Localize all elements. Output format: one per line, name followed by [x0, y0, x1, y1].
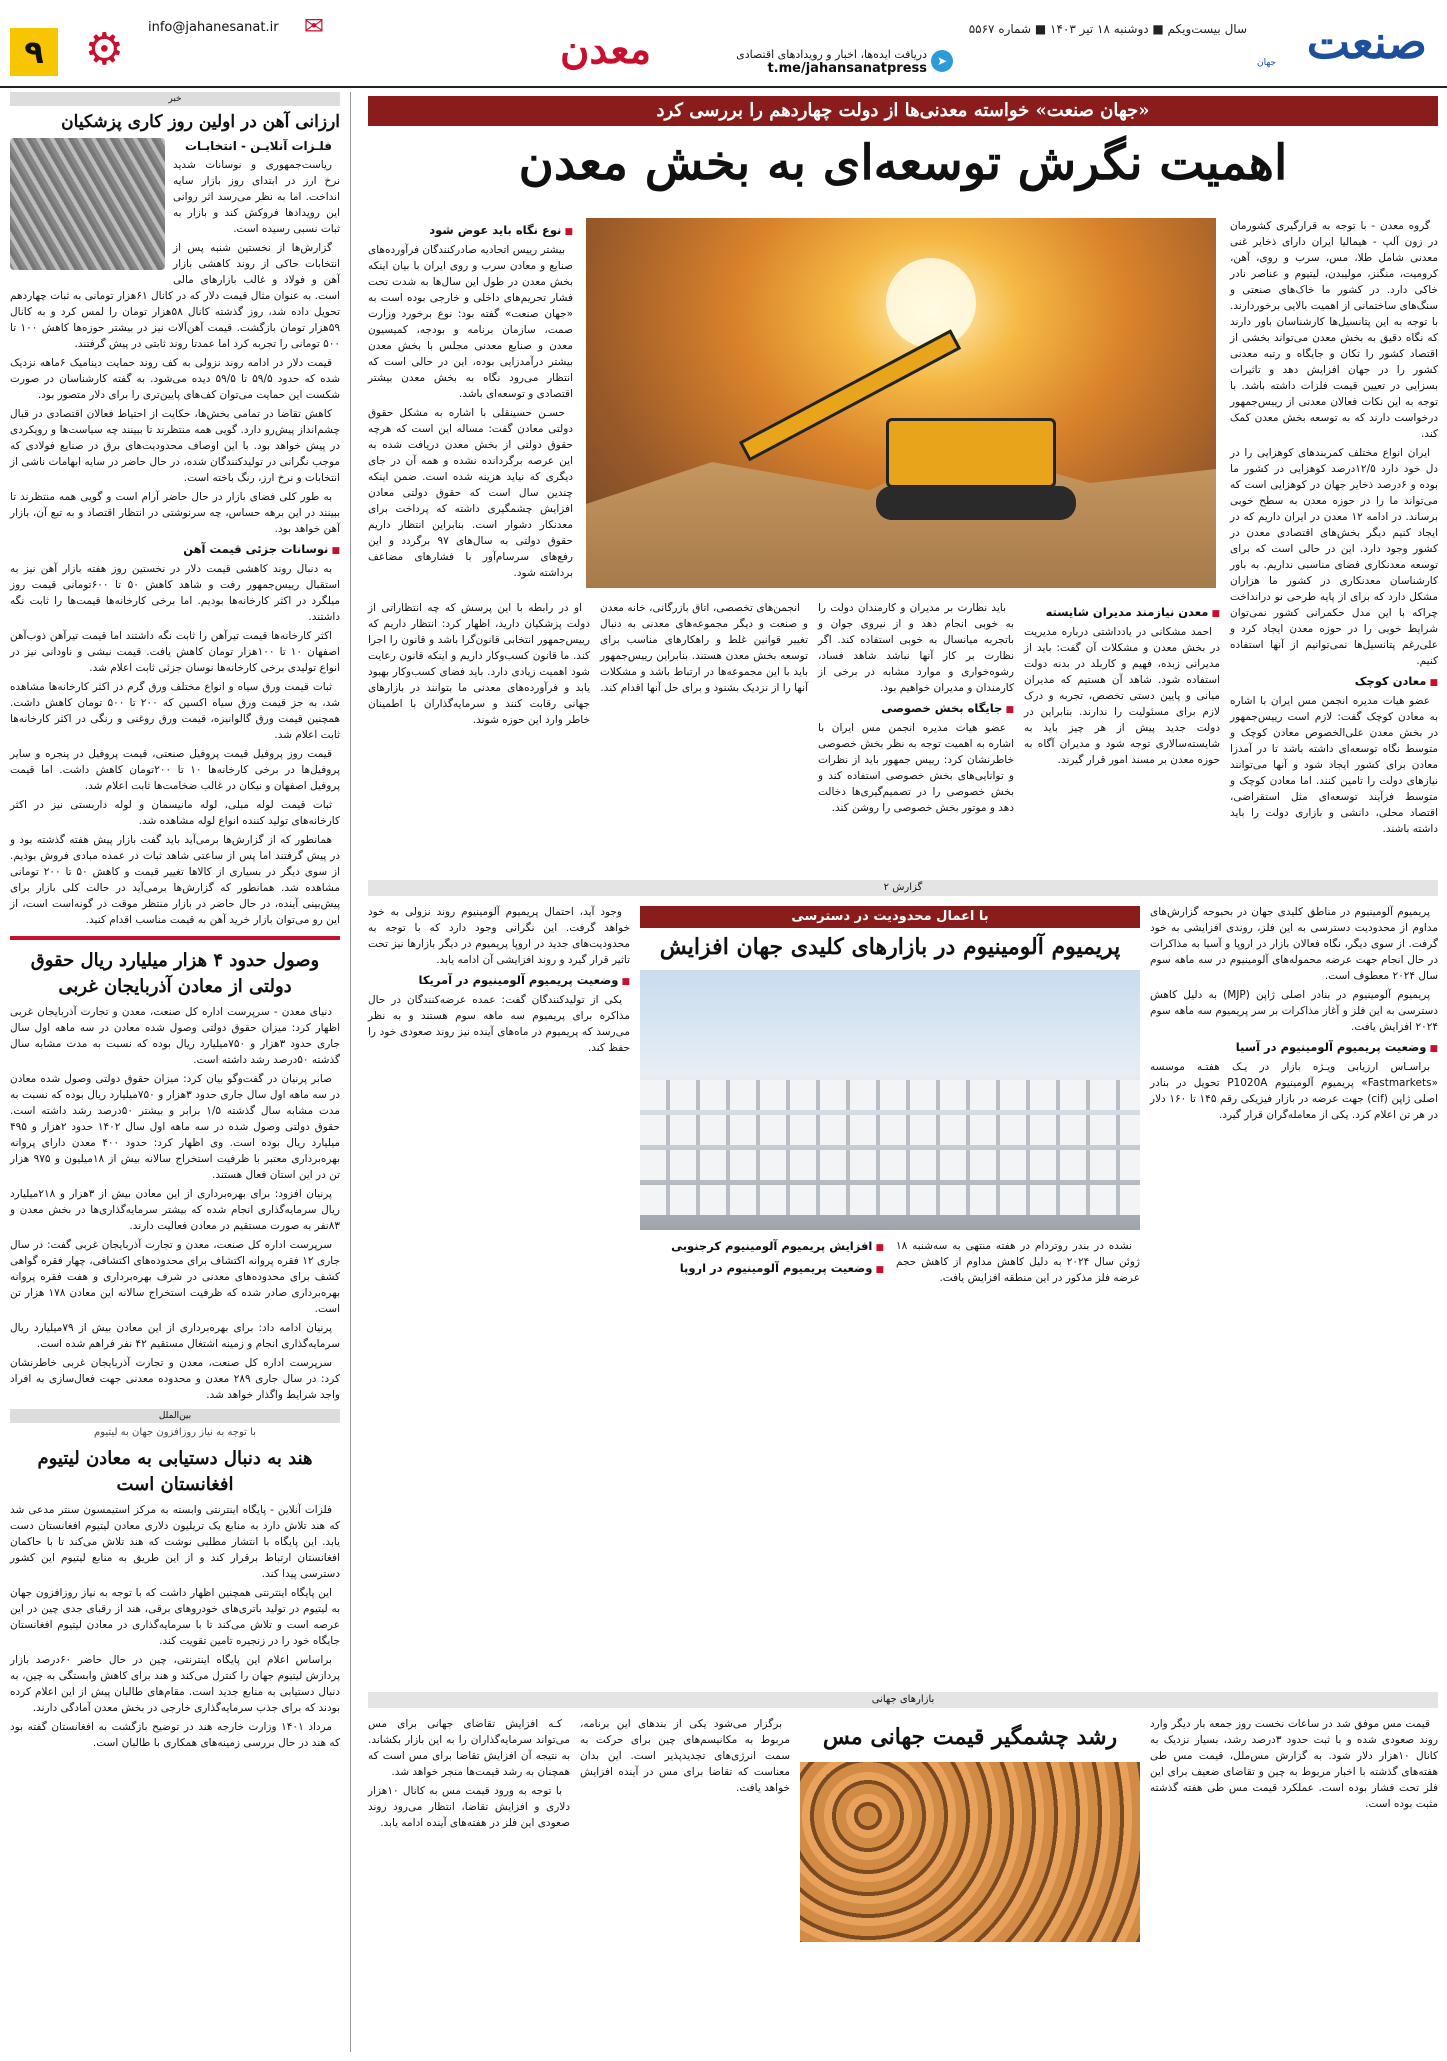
cu-col-right [1150, 1716, 1438, 1815]
cu-right-p1: قیمت مس موفق شد در ساعات نخست روز جمعه بار دیگر وارد روند صعودی شده و با ثبت حدود ۳درصد رشد، بسیار نزدیک به کانال ۱۰هزار دلار شود. به گزارش مس‌ملل، قیمت مس طی هفته‌های گذشته با اخبار مربوط به چین و تقاضای ضعیف برای این فلز تحت فشار بوده است. عملکرد قیمت مس طی هفته گذشته مثبت بوده است. [1150, 1718, 1438, 1810]
story-iron-p6: به دنبال روند کاهشی قیمت دلار در نخستین روز هفته بازار آهن نیز به استقبال رییس‌جمهور رفت و شاهد کاهش ۵۰ تا ۶۰۰تومانی قیمت روز میلگرد در اکثر کارخانه‌ها بودیم. اما برخی کارخانه‌ها قیمت‌ها را ثابت نگه داشتند. [10, 563, 340, 623]
alu-headline: پریمیوم آلومینیوم در بازارهای کلیدی جهان افزایش [659, 934, 1121, 960]
cu-headline: رشد چشمگیر قیمت جهانی مس [822, 1724, 1118, 1750]
alu-kicker: با اعمال محدودیت در دسترسی [640, 906, 1140, 928]
lead-right-p2: ایران انواع مختلف کمربندهای کوهزایی را در دل خود دارد ۱۲/۵درصد کوهزایی در کشور ما بوده و ۶درصد ذخایر جهان در کوهزایی است که می‌تواند ما را در حوزه معدن به سطح خوبی برساند. در ادامه ۱۲ معدن در ایران داریم که در ایجاد کنیم دیگر بخش‌های اقتصادی معدن در کشور وجود دارد. این در حالی است که برای توسعه معدنکاری فضای مناسبی نداریم. به باور کارشناسان معدنکاری در کشور ما هزاران مشکل دارد که برای از پایه طرحی نو درانداخت چراکه با این مدل حکمرانی کشور نمی‌توان شرایط خوبی را در حوزه معدن ایجاد کرد و علی‌رغم پتانسیل‌ها نمی‌توانیم از آنها استفاده کنیم. [1230, 447, 1439, 667]
email-icon: ✉ [303, 12, 324, 40]
cu-left-p1: کـه افزایش تقاضای جهانی برای مس می‌تواند سرمایه‌گذاران را به این بازار بکشاند. به نتیجه آن افزایش تقاضا برای مس است که همچنان به رشد قیمت‌ها منجر خواهد شد. [368, 1718, 570, 1778]
story-iron-p10: ثبات قیمت لوله مبلی، لوله مانیسمان و لوله داربستی نیز در اکثر کارخانه‌های تولید کننده انواع لوله مشاهده شد. [10, 799, 340, 827]
rebar-photo [10, 138, 165, 270]
gear-icon: ⚙ [84, 24, 124, 75]
story-iron-p2: گزارش‌ها از نخستین شنبه پس از انتخابات حاکی از روند کاهشی بازار آهن و فولاد و غالب بازارهای مالی است. به عنوان مثال قیمت دلار که در کانال ۶۱هزار تومانی به ثبات چهاردهم تحویل داده شد، روز گذشته کانال ۵۸هزار تومان را لمس کرد و به کانال ۵۹هزار تومان بازگشت. قیمت آهن‌آلات نیز در بیشتر حوزه‌ها کاهش ۱۰۰ تا ۵۰۰ تومانی را تجربه کرد اما عمدتا روند ثابتی در پیش گرفتند. [10, 242, 341, 350]
telegram-icon: ➤ [931, 50, 953, 72]
alu-subhead-europe: ■ وضعیت پریمیوم آلومینیوم در اروپا [640, 1260, 884, 1278]
aluminium-ingots-photo [640, 970, 1140, 1230]
sidebar-tag-intl: بین‌الملل [10, 1409, 340, 1423]
lead-row2-p4: انجمن‌های تخصصی، اتاق بازرگانی، خانه معدن و صنعت و دیگر مجموعه‌های معدنی به دنبال تغییر قوانین غلط و راهکارهای مناسب برای توسعه بخش معدن هستند. بنابراین رییس‌جمهور باید با این مجموعه‌ها در ارتباط باشد و مشکلات آنها را از نزدیک بشنود و برای حل آنها اقدام کند. [600, 602, 808, 694]
lead-row2-col4 [368, 600, 590, 731]
lead-row2-col1 [1024, 600, 1220, 771]
story-azerbaijan-p2: صابر پرنیان در گفت‌وگو بیان کرد: میزان حقوق دولتی وصول شده معادن در سه ماهه اول سال جاری حدود ۳هزار و ۷۵۰میلیارد ریال بوده که نسبت به مدت مشابه سال گذشته ۱/۵ برابر و بیشتر ۵۰درصد رشد داشته است. حقوق دولتی وصول شده در سه ماهه اول سال ۱۴۰۲ حدود ۲هزار و ۴۹۵ میلیارد ریال بوده است. وی اظهار کرد: حدود ۴۰۰ معدن دارای پروانه بهره‌برداری معتبر با ظرفیت استخراج سالانه بیش از ۱۸میلیون و ۹۷۵ هزار تن در این استان فعال هستند. [10, 1073, 340, 1181]
lead-row2-col3 [600, 600, 808, 699]
story-india-p2: این پایگاه اینترنتی همچنین اظهار داشت که با توجه به نیاز روزافزون جهان به لیتیوم در تولید باتری‌های خودروهای برقی، هند از رقبای جدی چین در این عرصه است و تلاش می‌کند تا با سرمایه‌گذاری در معادن لیتیوم افغانستان جایگاه خود را در زنجیره تامین تقویت کند. [10, 1587, 340, 1647]
telegram-link[interactable]: t.me/jahansanatpress [767, 61, 927, 76]
lead-left-p1: بیشتر رییس اتحادیه صادرکنندگان فرآورده‌های صنایع و معادن سرب و روی ایران با بیان اینکه بخش معدن در طول این سال‌ها به شدت تحت فشار تحریم‌های داخلی و خارجی بوده است به «جهان صنعت» گفته بود: نوع برخورد وزارت صمت، سازمان برنامه و بودجه، کمیسیون معدن و صنایع معدنی مجلس با بخش معدن بیشتر درآمدزایی بوده، این در حالی است که انتظار می‌رود نگاه به بخش معدن بیشتر اقتصادی و توسعه‌ای باشد. [368, 244, 573, 400]
lead-left-p2: حسـن حسینقلی با اشاره به مشکل حقوق دولتی معادن گفت: مساله این است که هرچه حقوق دولتی از بخش معدن دریافت شده به این عرصه برگردانده نشده و همه آن در جای دیگری که نیاید هزینه شده است. ضمن اینکه چندین سال است که حقوق دولتی معادن افزایش چشمگیری داشته که پرداخت برای معدنکار دشوار است. بنابراین انتظار داریم حقوق دولتی به سال‌های ۹۷ برگردد و این رفع‌های سرسام‌آور با فشارهای مضاعف برداشته شود. [368, 407, 573, 579]
lead-headline: اهمیت نگرش توسعه‌ای به بخش معدن [518, 135, 1288, 191]
excavator-tread [876, 486, 1076, 520]
copper-rods-photo [800, 1762, 1140, 1942]
lead-subhead-private: ■ جایگاه بخش خصوصی [818, 700, 1014, 718]
alu-col-right [1150, 904, 1438, 1126]
section-title: معدن [560, 26, 652, 73]
alu-left-p2: یکی از تولیدکنندگان گفت: عمده عرضه‌کنندگان در حال مذاکره برای پریمیوم سه ماهه سوم هستند و به نظر می‌رسد که پریمیوم در ماه‌های آینده نیز روند صعودی خود را حفظ کند. [368, 994, 630, 1054]
lead-kicker-banner: «جهان صنعت» خواسته معدنی‌ها از دولت چهاردهم را بررسی کرد [368, 96, 1438, 126]
story-iron-p11: همانطور که از گزارش‌ها برمی‌آید باید گفت بازار پیش هفته گذشته بود و در پیش گرفتند اما پس از ساعتی شاهد ثبات در عمده مبادی فروش بودیم. از سوی دیگر در بسیاری از کالاها تغییر قیمت و کاهش ۵۰ تا ۲۰۰ تومانی مشاهده شد. همانطور که گزارش‌ها برمی‌آید در حالت کلی بازار برای پیش‌بینی آینده، در حال حاضر در بازار منتظر موقت در گونه‌است است، از این رو می‌توان بازار خرید آهن به قیمت مناسب اقدام کنید. [10, 834, 340, 926]
alu-col-mid [640, 1238, 1140, 1286]
sidebar-news [10, 92, 340, 2052]
story-india-title: هند به دنبال دستیابی به معادن لیتیوم افغانستان است [37, 1448, 313, 1495]
alu-mid-p1: نشده در بندر روتردام در هفته منتهی به سه‌شنبه ۱۸ ژوئن سال ۲۰۲۴ به دلیل کاهش مداوم از کاهش حجم عرضه فلز مذکور در این منطقه افزایش یافت. [896, 1240, 1140, 1284]
story-iron-byline: فلـزات آنلایـن - انتخابـات [185, 139, 332, 153]
story-india-kicker: با توجه به نیاز روزافزون جهان به لیتیوم [94, 1427, 256, 1438]
lead-subhead-attitude: ■ نوع نگاه باید عوض شود [368, 222, 573, 240]
lead-row2-p3: عضو هیات مدیره انجمن مس ایران با اشاره به اهمیت توجه به نظر بخش خصوصی خاطرنشان کرد: رییس جمهور باید از نظرات و توانایی‌های بخش خصوصی استفاده کند و بخش خصوصی را در تصمیم‌گیری‌ها دخالت دهد و موتور بخش خصوصی را روشن کند. [818, 722, 1014, 814]
alu-right-p2: پریمیوم آلومینیوم در بنادر اصلی ژاپن (MJP) به دلیل کاهش دسترسی به این فلز و آغاز مذاکرات بر سر پریمیوم سه ماهه سوم ۲۰۲۴ افزایش یافت. [1150, 989, 1438, 1033]
story-iron-p7: اکثر کارخانه‌ها قیمت تیرآهن را ثابت نگه داشتند اما قیمت تیرآهن ذوب‌آهن اصفهان ۱۰ تا ۱۰۰هزار تومان کاهش یافت. قیمت نبشی و ناودانی نیز در انواع تولیدی برخی کارخانه‌ها نوسان جزئی ثابت اعلام شد. [10, 630, 341, 674]
story-india-p3: براساس اعلام این پایگاه اینترنتی، چین در حال حاضر ۶۰درصد بازار پردازش لیتیوم جهان را کنترل می‌کند و هند برای کاهش وابستگی به چین، به دنبال دستیابی به منابع جدید است. مقام‌های طالبان پیش از این اعلام کرده بودند که برای جذب سرمایه‌گذاری خارجی در بخش معدن آمادگی دارند. [10, 1654, 340, 1714]
alu-right-p3: براسـاس ارزیابی ویـژه بازار در یـک هفتـه موسسه «Fastmarkets» پریمیوم آلومینیوم P1020A تحویل در بنادر اصلی ژاپن (cif) جهت عرضه در بازار فیزیکی رقم ۱۴۵ تا ۱۶۰ دلار در هر تن اعلام کرد. یکی از معامله‌گران قرار گیرد. [1150, 1061, 1438, 1121]
cu-col-mid [580, 1716, 790, 1799]
masthead [0, 0, 1447, 88]
lead-row2-p5: او در رابطه با این پرسش که چه انتظاراتی از دولت پزشکیان دارید، اظهار کرد: انتظار داریم که رییس‌جمهور انتخابی قانون‌گرا باشد و قانون را اجرا کند. ما قانون کسب‌وکار داریم و اینکه قانون رعایت شود اهمیت زیادی دارد. باید فضای کسب‌وکار بهبود یابد و فرآورده‌های معدنی ما بتوانند در بازارهای جهانی رقابت کنند و سرمایه‌گذاران با اطمینان خاطر وارد این حوزه شوند. [368, 602, 590, 726]
alu-subhead-korea: ■ افزایش پریمیوم آلومینیوم کرجنوبی [640, 1238, 884, 1256]
contact-email[interactable]: info@jahanesanat.ir [148, 20, 279, 35]
lead-right-p3: عضو هیات مدیره انجمن مس ایران با اشاره به معادن کوچک گفت: لازم است رییس‌جمهور در بخش معدن علی‌الخصوص معادن کوچک و متوسط نگاه توسعه‌ای داشته باشد تا در آمدزا معادن برای کشور ایجاد شود و آنها می‌توانند نیازهای دولت را تامین کنند. اما معادن کوچک و متوسط فرآیند توسعه‌ای مثل استقراضی، اقتصاد محلی، دانشی و بازاری دولت را باید داشته باشند. [1230, 695, 1438, 835]
alu-subhead-america: ■ وضعیت پریمیوم آلومینیوم در آمریکا [368, 972, 630, 990]
lead-col-right [1230, 218, 1438, 840]
lead-col-left [368, 218, 573, 584]
story-iron-p8: ثبات قیمت ورق سیاه و انواع مختلف ورق گرم در اکثر کارخانه‌ها مشاهده شد، به جز قیمت ورق سیاه اکسین که ۲۰۰ تا ۵۰۰ تومان کاهش داشت. همچنین قیمت ورق گالوانیزه، قیمت ورق روغنی و رنگی در اکثر کارخانه‌ها ثابت اعلام شد. [10, 681, 340, 741]
alu-col-left [368, 904, 630, 1059]
lead-row2-p2: باید نظارت بر مدیران و کارمندان دولت را به خوبی انجام دهد و از نیروی جوان و باتجربه میانسال به خوبی استفاده کند. اگر نظارت بر کار آنها نباشد شاهد فساد، رشوه‌خواری و موارد مشابه در برخی از کارمندان و مدیران خواهیم بود. [818, 602, 1014, 694]
lead-subhead-managers: ■ معدن نیازمند مدیران شایسته [1024, 604, 1220, 622]
divider [10, 936, 340, 940]
lead-right-p1: گروه معدن - با توجه به قرارگیری کشورمان در زون آلپ - هیمالیا ایران دارای ذخایر غنی معدنی شامل طلا، مس، سرب و روی، آهن، کرومیت، منگنز، مولیبدن، لیتیوم و عناصر نادر خاکی دارد. در کشور ما خاک‌های صنعتی و سنگ‌های ساختمانی از اهمیت بالایی برخوردارند. با توجه به این پتانسیل‌ها کارشناسان باور دارند که نگاه دقیق به بخش معدن می‌تواند بخشی از اقتصاد کشور را تکان و جایگاه و رتبه معدنی کشور را در جهان افزایش دهد و تاثیرات بسزایی در تعیین قیمت فلزات داشته باشد. با توجه به این نکات فعالان معدنی از رییس‌جمهور درخواست دارند که به توسعه بخش معدن کمک کند. [1230, 220, 1438, 440]
ingot-stack [640, 1185, 1140, 1215]
telegram-caption: دریافت ایده‌ها، اخبار و رویدادهای اقتصادی [736, 48, 927, 61]
story-azerbaijan-p3: پرنیان افزود: برای بهره‌برداری از این معادن بیش از ۳هزار و ۲۱۸میلیارد ریال سرمایه‌گذاری انجام شده که بیشتر سرمایه‌گذاری‌ها در بخش معدن و ۸۳نفر به صورت مستقیم در معادن فعالیت دارند. [10, 1188, 340, 1232]
story-india-body [10, 1502, 340, 1751]
story-iron-p1: ریاست‌جمهوری و نوسانات شدید نرخ ارز در ابتدای روز بازار سایه انداخت. اما به نظر می‌رسد اثر روانی این رویدادها فروکش کند و بازار به ثبات نسبی رسیده است. [173, 159, 340, 235]
sun-shape [886, 258, 976, 348]
logo-wordmark: صنعت [1306, 15, 1427, 69]
alu-subhead-asia: ■ وضعیت پریمیوم آلومینیوم در آسیا [1150, 1039, 1438, 1057]
lead-subhead-small-mines: ■ معادن کوچک [1230, 673, 1438, 691]
story-india-p4: مرداد ۱۴۰۱ وزارت خارجه هند در توضیح بازگشت به افغانستان گفته بود که هند در حال بررسی زمینه‌های همکاری با طالبان است. [10, 1721, 340, 1749]
alu-left-p1: وجود آید، احتمال پریمیوم آلومینیوم روند نزولی به خود خواهد گرفت. این نگرانی وجود دارد که با توجه به محدودیت‌های جدید در اروپا پریمیوم در دیگر بازارها نیز تحت تاثیر قرار گیرد و روند افزایشی آن ادامه یابد. [368, 906, 630, 966]
story-india-p1: فلزات آنلاین - پایگاه اینترنتی وابسته به مرکز استیمسون سنتر مدعی شد که هند تلاش دارد به منابع یک تریلیون دلاری معادن لیتیوم افغانستان دست یابد. این پایگاه با انتشار مطلبی نوشت که هند تلاش می‌کند تا با حاکمان افغانستان ارتباط برقرار کند و از این طریق به منابع لیتیوم این کشور دسترسی پیدا کند. [10, 1504, 340, 1580]
logo-subtext: جهان [1257, 58, 1277, 68]
report-tag: گزارش ۲ [368, 880, 1438, 896]
story-azerbaijan-title: وصول حدود ۴ هزار میلیارد ریال حقوق دولتی از معادن آذربایجان غربی [30, 950, 320, 997]
issue-info: سال بیست‌ویکم ■ دوشنبه ۱۸ تیر ۱۴۰۳ ■ شماره ۵۵۶۷ [968, 22, 1247, 36]
story-iron-body [10, 138, 340, 928]
story-iron-p9: قیمت روز پروفیل قیمت پروفیل صنعتی، قیمت پروفیل در پنجره و سایر پروفیل‌ها در برخی کارخانه‌ها ۱۰ تا ۲۰۰تومان کاهش داشت. اما قیمت پروفیل اصفهان و نیکان در غالب ضخامت‌ها ثابت اعلام شد. [10, 748, 340, 792]
lead-row2-col2 [818, 600, 1014, 819]
lead-row2-p1: احمد مشکانی در یادداشتی درباره مدیریت در بخش معدن و مشکلات آن گفت: باید از مدیرانی زبده، فهیم و کاربلد در بدنه دولت استفاده شود. شاهد آن هستیم که مدیران میانی و پایین دستی تخصص، تجربه و درک لازم برای مسئولیت را ندارند. بنابراین در دولت جدید پیش از هر چیز باید به شایسته‌سالاری توجه شود و مدیران آگاه به حوزه معدن بر مسند امور قرار گیرند. [1024, 626, 1220, 766]
cu-col-left [368, 1716, 570, 1834]
story-azerbaijan-p4: سرپرست اداره کل صنعت، معدن و تجارت آذربایجان غربی گفت: در سال جاری ۱۲ فقره پروانه اکتشاف برای محدوده‌های اکتشافی، چهار فقره گواهی کشف برای محدوده‌های معدنی در شرف بهره‌برداری و هفت فقره پروانه بهره‌برداری صادر شده که ظرفیت استخراج سالانه این معادن ۱۷۸ هزار تن است. [10, 1239, 340, 1315]
story-iron-title: ارزانی آهن در اولین روز کاری پزشکیان [61, 112, 340, 132]
story-azerbaijan-p5: پرنیان ادامه داد: برای بهره‌برداری از این معادن بیش از ۷۹میلیارد ریال سرمایه‌گذاری انجام و زمینه اشتغال مستقیم ۴۲ نفر فراهم شده است. [10, 1322, 340, 1350]
newspaper-logo[interactable] [1257, 12, 1427, 72]
global-markets-tag: بازارهای جهانی [368, 1692, 1438, 1708]
alu-right-p1: پریمیوم آلومینیوم در مناطق کلیدی جهان در بحبوحه گزارش‌های مداوم از محدودیت دسترسی به این فلز، روندی افزایشی به خود گرفت. از سوی دیگر، نگاه فعالان بازار در اروپا و آسیا به مذاکرات در حال انجام جهت عرضه محموله‌های آلومینیوم در سه ماهه سوم سال ۲۰۲۴ معطوف است. [1150, 906, 1438, 982]
story-azerbaijan-p1: دنیای معدن - سرپرست اداره کل صنعت، معدن و تجارت آذربایجان غربی اظهار کرد: میزان حقوق دولتی وصول شده معادن در سه ماهه اول سال جاری حدود ۳هزار و ۷۵۰میلیارد ریال بوده که نسبت به مدت مشابه سال گذشته ۵۰درصد رشد داشته است. [10, 1006, 341, 1066]
excavator-photo [586, 218, 1216, 588]
ingot-stack [640, 1115, 1140, 1145]
ingot-stack [640, 1080, 1140, 1110]
story-azerbaijan-body [10, 1004, 340, 1403]
story-iron-subhead: ■ نوسانات جزئی قیمت آهن [10, 541, 340, 559]
column-rule [350, 92, 351, 2052]
ingot-stack [640, 1150, 1140, 1180]
page-number: ۹ [10, 28, 58, 76]
excavator-body [886, 418, 1056, 488]
sidebar-tag-news: خبر [10, 92, 340, 106]
story-iron-p5: به طور کلی فضای بازار در حال حاضر آرام است و گویی همه منتظرند تا ببینند در این برهه حساس، چه سرنوشتی در انتظار اقتصاد و به تبع آن، بازار آهن خواهد بود. [10, 491, 340, 535]
cu-mid-p1: برگزار می‌شود یکی از بندهای این برنامه، مربوط به مکانیسم‌های چین برای حرکت به سمت انرژی‌های تجدیدپذیر است. این بدان معناست که تقاضا برای مس در آینده افزایش خواهد یافت. [580, 1718, 790, 1794]
story-azerbaijan-p6: سرپرست اداره کل صنعت، معدن و تجارت آذربایجان غربی خاطرنشان کرد: در سال جاری ۲۸۹ معدن و محدوده معدنی جهت فعال‌سازی به افراد واجد شرایط واگذار خواهد شد. [10, 1357, 340, 1401]
story-iron-p3: قیمت دلار در ادامه روند نزولی به کف روند حمایت دینامیک ۶ماهه نزدیک شده که حدود ۵۹/۵ تا ۵۹/۵ دیده می‌شود. به گفته کارشناسان در صورت شکست این حمایت می‌توان کف‌های پایین‌تری را برای دلار متصور بود. [10, 357, 340, 401]
telegram-promo[interactable] [727, 48, 948, 76]
story-iron-p4: کاهش تقاضا در تمامی بخش‌ها، حکایت از احتیاط فعالان اقتصادی در قبال چشم‌انداز پیش‌رو دارد. گویی همه منتظرند تا ببینند چه سیاست‌ها و رویکردی در پیش خواهد بود. با این اوصاف محدودیت‌های برق در صنایع فولادی که موجب نگرانی در تولیدکنندگان شده، در حال حاضر در سایه ابهامات ناشی از انتخابات و نرخ ارز، رنگ باخته است. [10, 408, 340, 484]
cu-left-p2: با توجه به ورود قیمت مس به کانال ۱۰هزار دلاری و افزایش تقاضا، انتظار می‌رود روند صعودی این فلز در هفته‌های آینده ادامه یابد. [368, 1785, 570, 1829]
